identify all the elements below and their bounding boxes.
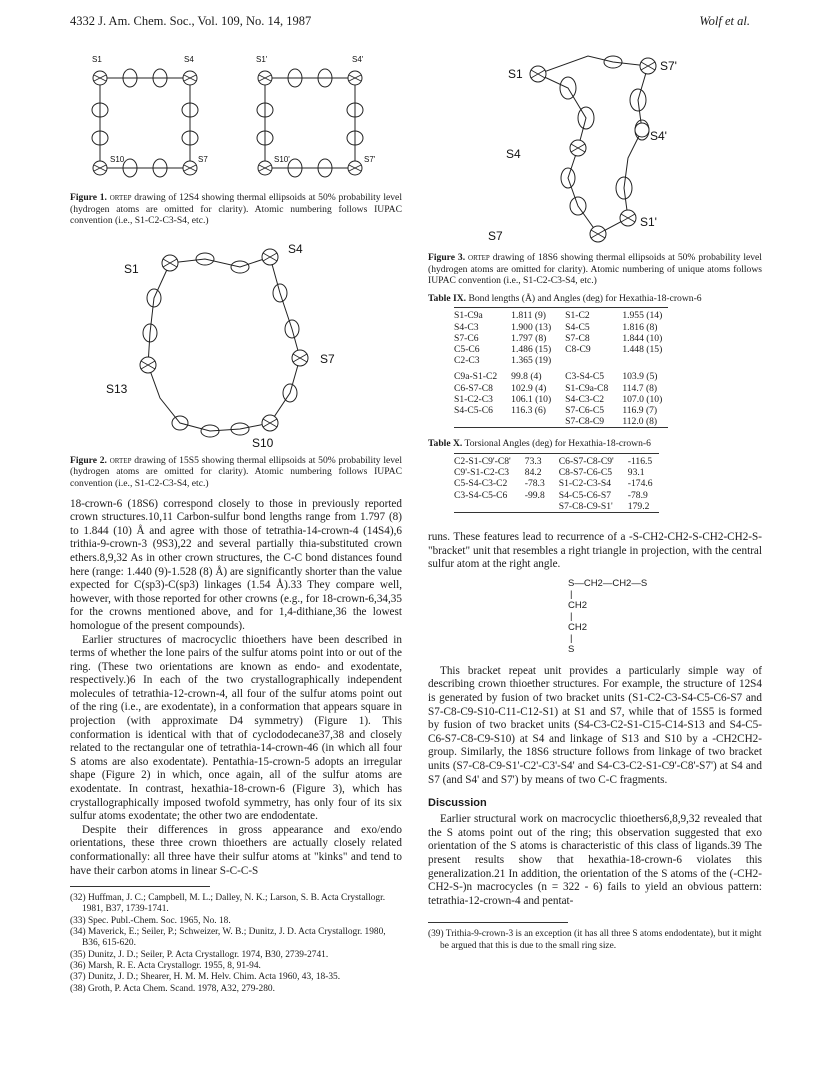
table-row: S1-C9a 1.811 (9) S1-C2 1.955 (14) <box>454 310 663 322</box>
bracket-ch2-a: CH2 <box>568 599 588 611</box>
figure-2-drawing <box>70 233 402 451</box>
running-header <box>70 14 750 29</box>
fig2-label-s4: S4 <box>288 241 303 256</box>
header-authors: Wolf et al. <box>699 14 750 28</box>
table-row: S4-C5-C6 116.3 (6) S7-C6-C5 116.9 (7) <box>454 405 658 416</box>
footnotes-left <box>70 893 402 995</box>
left-paragraph-2: Earlier structures of macrocyclic thioethers have been described in terms of whether the lone pairs of the sulfur atoms point into or out of the ring. (These two orientations are known as endo- and exodentate, respectively.)6 In each of the two crystallographically independent molecules of tetrathia-12-crown-4, all four of the sulfur atoms point out of the ring (i.e., are exodentate), in a conformation that appears square in projection (with approximate D4 symmetry) (Figure 1). This conformation is identical with that of cyclododecane37,38 and closely related to the rectangular one of tetrathia-14-crown-46 (in which all four S atoms are also exodentate). Pentathia-15-crown-5 adopts an irregular shape (Figure 2) in which, once again, all of the sulfur atoms are exodentate. In contrast, hexathia-18-crown-6 (Figure 3), which has crystallographically imposed twofold symmetry, has only four of its six sulfur atoms exodentate; the other two are endodentate. <box>70 633 402 823</box>
left-paragraph-3: Despite their differences in gross appearance and exo/endo orientations, these three crown thioethers are actually closely related conformationally: all three have their sulfur atoms at "kinks" and tend to have their carbon atoms in linear S-C-C-S <box>70 823 402 877</box>
header-journal: 4332 J. Am. Chem. Soc., Vol. 109, No. 14, 1987 <box>70 14 312 28</box>
figure-3-caption: Figure 3. ortep drawing of 18S6 showing thermal ellipsoids at 50% probability level (hydrogen atoms are omitted for clarity). Atomic numbering of unique atoms follows IUPAC convention (i.e., S1-C2-C3-S4, etc.) <box>428 252 762 287</box>
bracket-diagram: S—CH2—CH2—S | CH2 | CH2 | S <box>568 578 762 655</box>
figure-3 <box>428 48 762 287</box>
table-row: S7-C8-C9 112.0 (8) <box>454 416 668 428</box>
table-10 <box>454 453 659 513</box>
fig2-label-s7: S7 <box>320 351 335 366</box>
table-row: C5-S4-C3-C2 -78.3 S1-C2-C3-S4 -174.6 <box>454 478 653 490</box>
fig1-label-s1p: S1' <box>256 55 268 64</box>
fig2-label-s13: S13 <box>106 381 128 396</box>
fig3-label-s1p: S1' <box>640 215 657 229</box>
fig1-label-s7p: S7' <box>364 155 376 164</box>
table-10-title: Table X. Torsional Angles (deg) for Hexathia-18-crown-6 <box>428 438 651 450</box>
footnote-rule <box>428 922 568 923</box>
figure-1 <box>70 48 402 227</box>
fig2-label-s10: S10 <box>252 435 274 450</box>
footnote-rule <box>70 886 210 887</box>
footnote: (33) Spec. Publ.-Chem. Soc. 1965, No. 18. <box>70 915 231 926</box>
fig3-label-s4: S4 <box>506 147 521 161</box>
figure-1-drawing <box>70 48 402 188</box>
footnote: (34) Maverick, E.; Seiler, P.; Schweizer, W. B.; Dunitz, J. D. Acta Crystallogr. 1980, B36, 615-620. <box>70 927 386 949</box>
footnote: (35) Dunitz, J. D.; Seiler, P. Acta Crystallogr. 1974, B30, 2739-2741. <box>70 949 329 960</box>
table-row: C9'-S1-C2-C3 84.2 C8-S7-C6-C5 93.1 <box>454 467 645 479</box>
footnote: (32) Huffman, J. C.; Campbell, M. L.; Dalley, N. K.; Larson, S. B. Acta Crystallogr. 1981, B37, 1739-1741. <box>70 893 386 915</box>
right-paragraph-1: runs. These features lead to recurrence of a -S-CH2-CH2-S-CH2-CH2-S- "bracket" unit that resembles a right triangle in projection, with the central sulfur atom at the right angle. <box>428 531 762 571</box>
left-paragraph-1: 18-crown-6 (18S6) correspond closely to those in previously reported crown structures.10,11 Carbon-sulfur bond lengths range from 1.797 (8) to 1.844 (10) Å and agree with those of tetrathia-14-crown-4 (14S4),6 trithia-9-crown-3 (9S3),22 and several partially thia-substituted crown ethers.8,9,32 As in other crown structures, the C-C bond distances found here (range: 1.440 (9)-1.528 (8) Å) are significantly shorter than the value expected for C(sp3)-C(sp3) linkages (1.54 Å).33 They compare well, however, with those reported for other crowns (e.g., for 18-crown-6,34,35 for the crowns mentioned above, and for 1,4-dithiane,36 the lowest homologue of the present compounds). <box>70 497 402 632</box>
table-row: C5-C6 1.486 (15) C8-C9 1.448 (15) <box>454 343 663 355</box>
figure-2-caption: Figure 2. ortep drawing of 15S5 showing thermal ellipsoids at 50% probability level (hydrogen atoms are omitted for clarity). Atomic numbering follows IUPAC convention (i.e., S1-C2-C3-S4, etc.) <box>70 454 402 489</box>
fig3-label-s7: S7 <box>488 229 503 243</box>
bracket-ch2-b: CH2 <box>568 621 588 633</box>
figure-3-drawing <box>428 48 762 248</box>
footnote: (36) Marsh, R. E. Acta Crystallogr. 1955, 8, 91-94. <box>70 960 261 971</box>
fig1-label-s4p: S4' <box>352 55 364 64</box>
table-9 <box>454 307 668 428</box>
table-row: S4-C3 1.900 (13) S4-C5 1.816 (8) <box>454 321 658 333</box>
table-row: S7-C6 1.797 (8) S7-C8 1.844 (10) <box>454 332 663 344</box>
footnote: (38) Groth, P. Acta Chem. Scand. 1978, A32, 279-280. <box>70 983 275 994</box>
right-column <box>428 48 762 952</box>
figure-1-caption: Figure 1. ortep drawing of 12S4 showing thermal ellipsoids at 50% probability level (hydrogen atoms are omitted for clarity). Atomic numbering follows IUPAC convention (i.e., S1-C2-C3-S4, etc.) <box>70 192 402 227</box>
left-column <box>70 48 402 995</box>
right-paragraph-2: This bracket repeat unit provides a particularly simple way of describing crown thioether structures. For example, the structure of 12S4 is generated by fusion of two bracket units (S1-C2-C3-S4-C5-C6-S7 and S7-C8-C9-S10-C11-C12-S1) at S1 and S7, while that of 15S5 is formed by fusion of two bracket units (S4-C3-C2-S1-C15-C14-S13 and S4-C5-C6-S7-C8-C9-S10) at S4 and linkage of S13 and S10 by a -CH2CH2- group. Similarly, the 18S6 structure follows from linkage of two bracket units (S7-C8-C9-S1'-C2'-C3'-S4' and S4-C3-C2-S1-C9'-C8'-S7') at S4 and S7 (and S4' and S7') by means of two C-C fragments. <box>428 664 762 786</box>
fig2-label-s1: S1 <box>124 261 139 276</box>
table-9-title: Table IX. Bond lengths (Å) and Angles (deg) for Hexathia-18-crown-6 <box>428 292 702 304</box>
fig1-label-s4: S4 <box>184 55 194 64</box>
discussion-heading: Discussion <box>428 797 487 810</box>
table-row: C2-C3 1.365 (19) <box>454 355 552 367</box>
table-row: S1-C2-C3 106.1 (10) S4-C3-C2 107.0 (10) <box>454 393 663 405</box>
fig3-label-s1: S1 <box>508 67 523 81</box>
fig1-label-s10p: S10' <box>274 155 290 164</box>
bracket-top: S—CH2—CH2—S <box>568 577 648 589</box>
table-row: C3-S4-C5-C6 -99.8 S4-C5-C6-S7 -78.9 <box>454 489 648 501</box>
table-row: C2-S1-C9'-C8' 73.3 C6-S7-C8-C9' -116.5 <box>454 456 653 467</box>
fig1-label-s1: S1 <box>92 55 102 64</box>
figure-2 <box>70 233 402 490</box>
table-row: S7-C8-C9-S1' 179.2 <box>454 501 659 513</box>
footnote-39: (39) Trithia-9-crown-3 is an exception (it has all three S atoms endodentate), but it might be argued that this is due to the small ring size. <box>428 929 762 951</box>
table-row: C6-S7-C8 102.9 (4) S1-C9a-C8 114.7 (8) <box>454 382 658 394</box>
table-row: C9a-S1-C2 99.8 (4) C3-S4-C5 103.9 (5) <box>454 371 658 383</box>
fig3-label-s7p: S7' <box>660 59 677 73</box>
discussion-paragraph: Earlier structural work on macrocyclic thioethers6,8,9,32 revealed that the S atoms point out of the ring; this observation suggested that exo orientation of the S atoms is characteristic of this class of ligands.39 The present results show that hexathia-18-crown-6 violates this generalization.21 In addition, the orientation of the S atoms of the (-CH2-CH2-S-)n macrocycles (n = 322 - 6) fails to yield an obvious pattern: tetrathia-12-crown-4 and pentat- <box>428 813 762 907</box>
fig3-label-s4p: S4' <box>650 129 667 143</box>
fig1-label-s7: S7 <box>198 155 208 164</box>
footnote: (37) Dunitz, J. D.; Shearer, H. M. M. Helv. Chim. Acta 1960, 43, 18-35. <box>70 972 341 983</box>
left-body <box>70 498 402 879</box>
bracket-s: S <box>568 643 575 655</box>
fig1-label-s10: S10 <box>110 155 125 164</box>
